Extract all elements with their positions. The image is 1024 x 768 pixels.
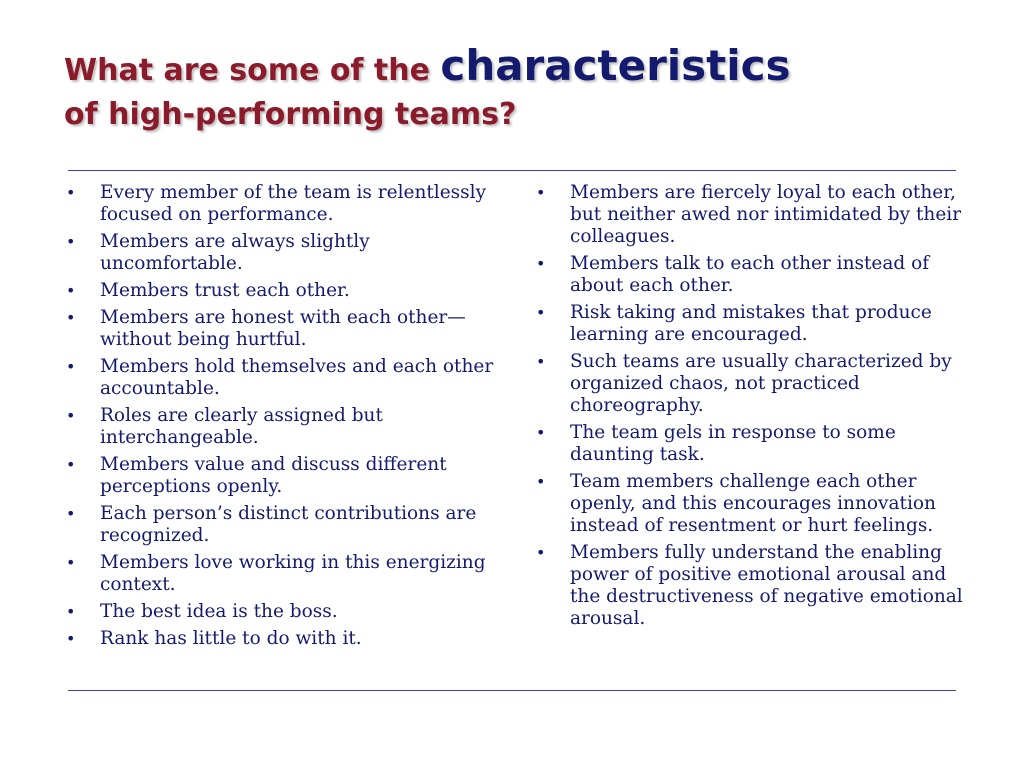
list-item: [66, 307, 496, 351]
list-item: [66, 601, 496, 623]
list-item: [536, 422, 966, 466]
bullet-icon: •: [66, 232, 76, 251]
list-item-text: The team gels in response to some daunting task.: [570, 422, 896, 465]
list-item: [536, 253, 966, 297]
bullet-icon: •: [536, 254, 546, 273]
list-item: [66, 503, 496, 547]
list-item: [66, 182, 496, 226]
bullet-icon: •: [536, 352, 546, 371]
bullet-icon: •: [66, 281, 76, 300]
right-bullet-list: [536, 182, 966, 635]
list-item-text: Members value and discuss different perceptions openly.: [100, 454, 447, 497]
list-item-text: Members are always slightly uncomfortable.: [100, 231, 370, 274]
bullet-icon: •: [536, 303, 546, 322]
bullet-icon: •: [66, 504, 76, 523]
bullet-icon: •: [66, 629, 76, 648]
list-item: [66, 628, 496, 650]
title-emphasis: characteristics: [440, 41, 791, 90]
list-item-text: Team members challenge each other openly, and this encourages innovation instead of resentment or hurt feelings.: [570, 471, 936, 536]
bullet-icon: •: [66, 183, 76, 202]
title-line2-text: of high-performing teams?: [64, 97, 517, 132]
list-item: [66, 405, 496, 449]
bullet-icon: •: [66, 308, 76, 327]
slide-title: [64, 41, 964, 137]
list-item-text: Members fully understand the enabling power of positive emotional arousal and the destructiveness of negative emotional arousal.: [570, 542, 963, 629]
list-item: [66, 454, 496, 498]
list-item: [66, 356, 496, 400]
list-item: [66, 552, 496, 596]
list-item-text: Each person’s distinct contributions are recognized.: [100, 503, 477, 546]
list-item-text: Members trust each other.: [100, 280, 350, 301]
list-item: [536, 471, 966, 537]
top-divider: [68, 170, 956, 171]
list-item: [66, 231, 496, 275]
left-bullet-list: [66, 182, 496, 655]
list-item-text: Members are fiercely loyal to each other, but neither awed nor intimidated by their colleagues.: [570, 182, 962, 247]
bullet-icon: •: [66, 553, 76, 572]
list-item-text: Members talk to each other instead of about each other.: [570, 253, 930, 296]
list-item-text: Members hold themselves and each other accountable.: [100, 356, 494, 399]
list-item: [536, 182, 966, 248]
list-item-text: Rank has little to do with it.: [100, 628, 362, 649]
list-item: [66, 280, 496, 302]
bullet-icon: •: [66, 455, 76, 474]
bullet-icon: •: [536, 472, 546, 491]
list-item: [536, 351, 966, 417]
list-item: [536, 302, 966, 346]
list-item-text: Roles are clearly assigned but interchangeable.: [100, 405, 383, 448]
list-item: [536, 542, 966, 630]
bullet-icon: •: [536, 183, 546, 202]
bottom-divider: [68, 690, 956, 691]
list-item-text: Members are honest with each other—without being hurtful.: [100, 307, 466, 350]
list-item-text: Risk taking and mistakes that produce learning are encouraged.: [570, 302, 932, 345]
bullet-icon: •: [66, 602, 76, 621]
list-item-text: Members love working in this energizing context.: [100, 552, 486, 595]
title-line1-text: What are some of the: [64, 53, 441, 88]
list-item-text: Every member of the team is relentlessly focused on performance.: [100, 182, 487, 225]
bullet-icon: •: [66, 357, 76, 376]
list-item-text: The best idea is the boss.: [100, 601, 338, 622]
bullet-icon: •: [536, 423, 546, 442]
list-item-text: Such teams are usually characterized by organized chaos, not practiced choreography.: [570, 351, 952, 416]
bullet-icon: •: [66, 406, 76, 425]
bullet-icon: •: [536, 543, 546, 562]
